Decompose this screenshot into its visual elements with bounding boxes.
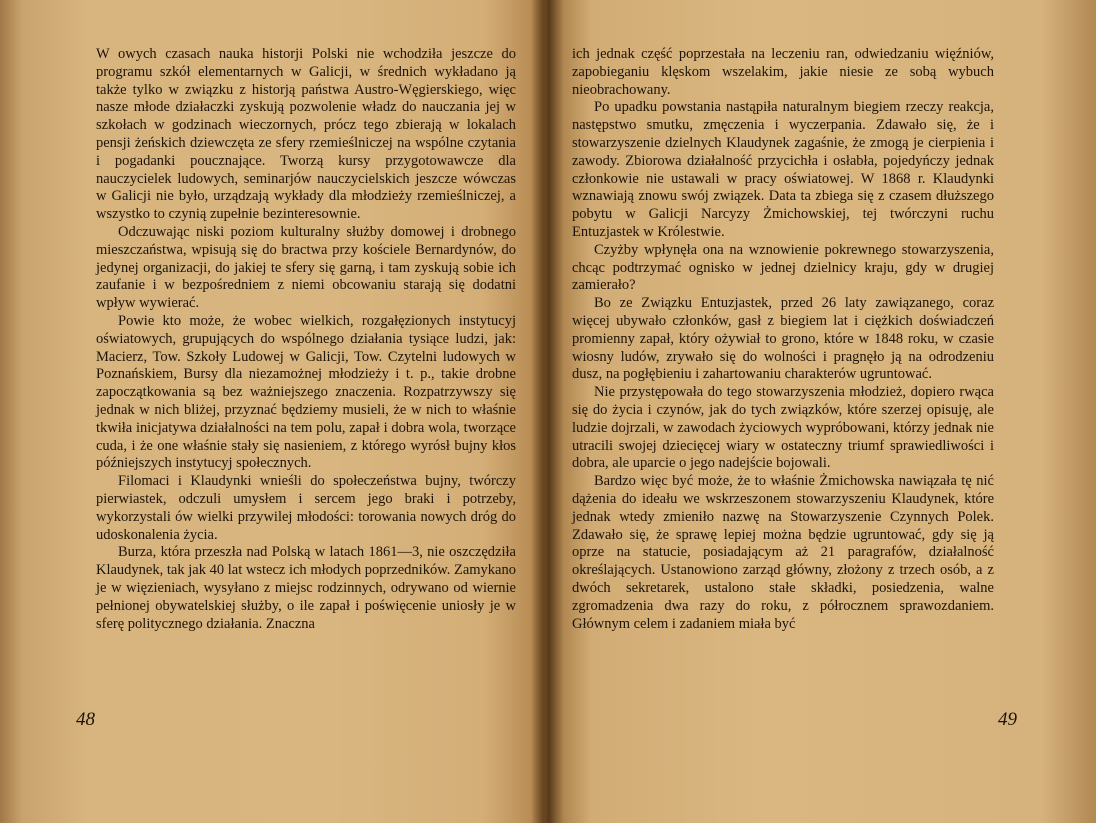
- right-paragraph-5: Nie przystępowała do tego stowarzyszenia młodzież, dopiero rwąca się do życia i czynów, jak do tych związków, które szerzej opisuję, ale ludzie dojrzali, w zawodach życiowych wypróbowani, którzy jednak nie utracili swojej dziecięcej wiary w ostateczny triumf sprawiedliwości i dobra, ale uparcie o jego nadejście bojowali.: [572, 384, 994, 472]
- right-page-number: 49: [998, 709, 1017, 730]
- book-gutter: [530, 0, 564, 823]
- right-paragraph-2: Po upadku powstania nastąpiła naturalnym biegiem rzeczy reakcja, następstwo smutku, zmęczenia i wyczerpania. Zdawało się, że i stowarzyszenie dzielnych Klaudynek zagaśnie, że zmogą je cierpienia i zawody. Zbiorowa działalność przycichła i osłabła, pojedyńczy jednak członkowie nie ustawali w pracy oświatowej. W 1868 r. Klaudynki wznawiają znowu swój związek. Data ta zbiega się z czasem dłuższego pobytu w Galicji Narcyzy Żmichowskiej, tej twórczyni ruchu Entuzjastek w Królestwie.: [572, 99, 994, 240]
- right-paragraph-3: Czyżby wpłynęła ona na wznowienie pokrewnego stowarzyszenia, chcąc podtrzymać ognisko w jednej dzielnicy kraju, gdy w drugiej zamierało?: [572, 241, 994, 294]
- right-paragraph-6: Bardzo więc być może, że to właśnie Żmichowska nawiązała tę nić dążenia do ideału we wskrzeszonem stowarzyszeniu Klaudynek, które jednak wtedy zmieniło nazwę na Stowarzyszenie Czynnych Polek. Zdawało się, że sprawę lepiej można będzie ugruntować, gdy się ją oprze na statucie, posiadającym aż 21 paragrafów, działalność określających. Ustanowiono zarząd główny, złożony z trzech osób, a z dwóch sekretarek, ustalono stałe składki, posiedzenia, walne zgromadzenia dwa razy do roku, z półrocznem sprawozdaniem. Głównym celem i zadaniem miała być: [572, 473, 994, 632]
- right-paragraph-4: Bo ze Związku Entuzjastek, przed 26 laty zawiązanego, coraz więcej ubywało członków, gasł z biegiem lat i ciężkich doświadczeń promienny zapał, który ożywiał to grono, które w 1848 roku, w czasie wiosny ludów, zrywało się do wolności i pragnęło ją na odrodzeniu dusz, na pogłębieniu i zahartowaniu charakterów ugruntować.: [572, 295, 994, 383]
- left-paragraph-4: Filomaci i Klaudynki wnieśli do społeczeństwa bujny, twórczy pierwiastek, odczuli umysłem i sercem jego braki i potrzeby, wykorzystali ów wielki przywilej młodości: torowania nowych dróg do udoskonalenia życia.: [96, 473, 516, 543]
- left-paragraph-1: W owych czasach nauka historji Polski nie wchodziła jeszcze do programu szkół elementarnych w Galicji, w średnich wykładano ją także tylko w związku z historją państwa Austro-Węgierskiego, więc nasze młode działaczki zyskują pozwolenie władz do nauczania jej w szkołach w godzinach wieczornych, prócz tego zbierają w lokalach pensji żeńskich dziewczęta ze sfery rzemieślniczej na wspólne czytania i pogadanki poucznające. Tworzą kursy przygotowawcze dla nauczycielek ludowych, seminarjów nauczycielskich jeszcze wówczas w Galicji nie było, urządzają wykłady dla młodzieży rzemieślniczej, a wszystko to czynią zupełnie bezinteresownie.: [96, 46, 516, 223]
- left-page-number: 48: [76, 709, 95, 730]
- left-paragraph-2: Odczuwając niski poziom kulturalny służby domowej i drobnego mieszczaństwa, wpisują się do bractwa przy kościele Bernardynów, do jedynej organizacji, do jakiej te sfery się garną, i tam zyskują sobie ich zaufanie i w bezpośredniem z niemi obcowaniu starają się dodatni wpływ wywierać.: [96, 223, 516, 312]
- left-paragraph-5: Burza, która przeszła nad Polską w latach 1861—3, nie oszczędziła Klaudynek, tak jak 40 lat wstecz ich młodych poprzedników. Zamykano je w więzieniach, wysyłano z miejsc rodzinnych, odrywano od wiernie pełnionej obywatelskiej służby, o ile zapał i poświęcenie uniosły je w sferę politycznego działania. Znaczna: [96, 544, 516, 632]
- right-page: [572, 46, 994, 633]
- left-paragraph-3: Powie kto może, że wobec wielkich, rozgałęzionych instytucyj oświatowych, grupujących do wspólnego działania tysiące ludzi, jak: Macierz, Tow. Szkoły Ludowej w Galicji, Tow. Czytelni ludowych w Poznańskiem, Bursy dla niezamożnej młodzieży i t. p., takie drobne zapoczątkowania są bez ważniejszego znaczenia. Rozpatrzywszy się jednak w nich bliżej, przyznać będziemy musieli, że w nich to właśnie tkwiła inicjatywa działalności na tem polu, zapał i dobra wola, tworzące cuda, i że one właśnie stały się nasieniem, z którego wyrósł bujny kłos późniejszych instytucyj społecznych.: [96, 312, 516, 472]
- left-page: [96, 46, 516, 633]
- right-paragraph-1: ich jednak część poprzestała na leczeniu ran, odwiedzaniu więźniów, zapobieganiu klęskom wszelakim, jakie niesie ze sobą wybuch nieobrachowany.: [572, 46, 994, 98]
